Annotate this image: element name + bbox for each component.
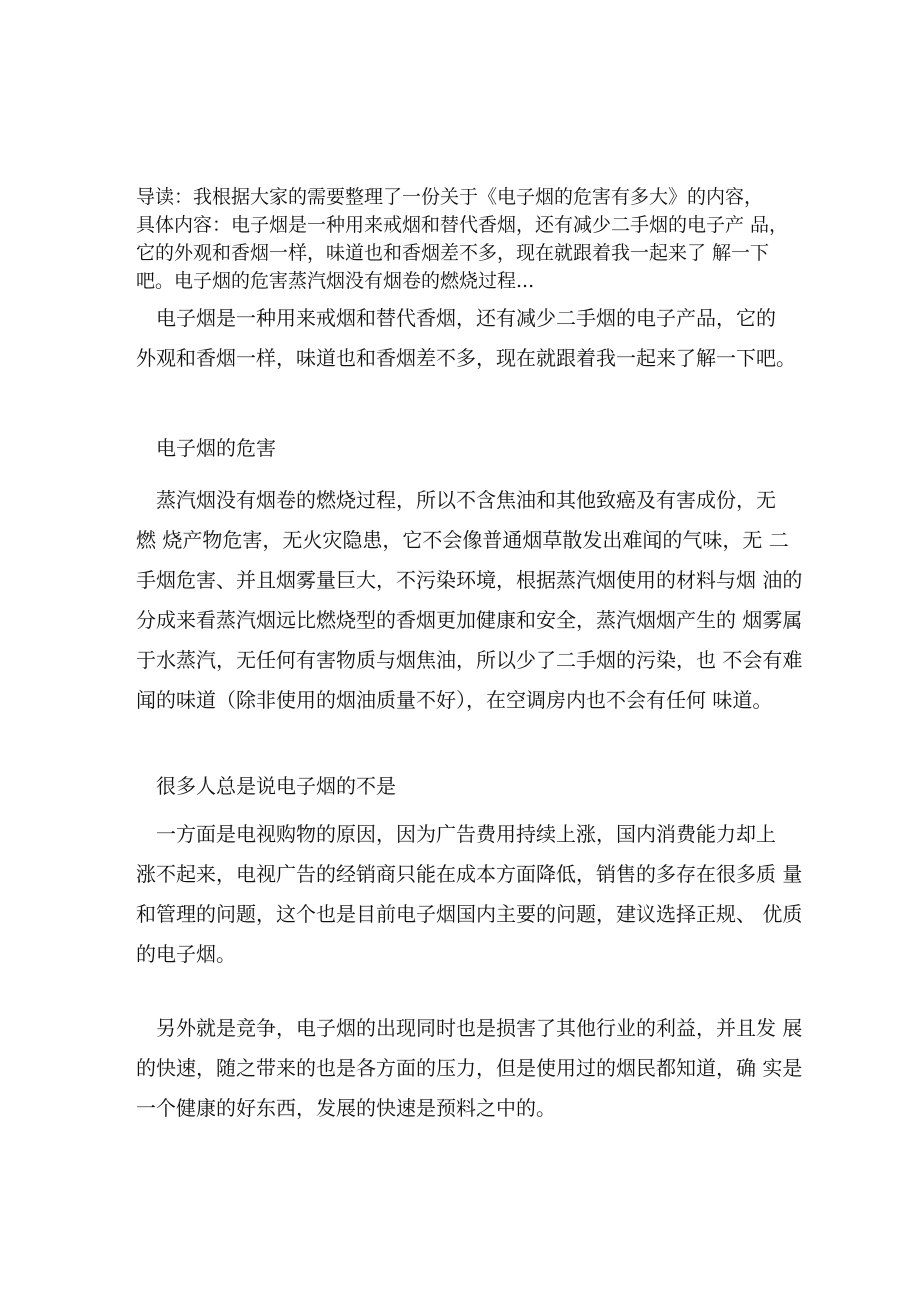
- intro-line: 导读：我根据大家的需要整理了一份关于《电子烟的危害有多大》的内容，: [136, 186, 764, 208]
- paragraph-line: 外观和香烟一样，味道也和香烟差不多，现在就跟着我一起来了解一下吧。: [136, 346, 796, 370]
- section-heading-criticism: [136, 766, 816, 806]
- paragraph-line: 的快速，随之带来的也是各方面的压力，但是使用过的烟民都知道，确 实是: [136, 1056, 803, 1080]
- paragraph-line: 一个健康的好东西，发展的快速是预料之中的。: [136, 1096, 556, 1120]
- paragraph-line: 一方面是电视购物的原因，因为广告费用持续上涨，国内消费能力却上: [136, 822, 776, 846]
- paragraph-line: 燃 烧产物危害，无火灾隐患，它不会像普通烟草散发出难闻的气味，无 二: [136, 528, 789, 552]
- paragraph-line: 于水蒸汽，无任何有害物质与烟焦油，所以少了二手烟的污染，也 不会有难: [136, 648, 803, 672]
- paragraph-line: 手烟危害、并且烟雾量巨大，不污染环境，根据蒸汽烟使用的材料与烟 油的: [136, 568, 803, 592]
- intro-line: 具体内容：电子烟是一种用来戒烟和替代香烟，还有减少二手烟的电子产 品，: [136, 214, 789, 236]
- paragraph-competition: [136, 1008, 816, 1128]
- paragraph-line: 另外就是竞争，电子烟的出现同时也是损害了其他行业的利益，并且发 展: [136, 1016, 803, 1040]
- section-heading: 很多人总是说电子烟的不是: [136, 774, 396, 798]
- paragraph-line: 闻的味道（除非使用的烟油质量不好），在空调房内也不会有任何 味道。: [136, 688, 773, 712]
- intro-summary: [136, 183, 808, 295]
- paragraph-line: 蒸汽烟没有烟卷的燃烧过程，所以不含焦油和其他致癌及有害成份，无: [136, 488, 776, 512]
- paragraph-tv-shopping: [136, 814, 816, 974]
- paragraph-intro: [136, 298, 816, 378]
- section-heading: 电子烟的危害: [136, 436, 276, 460]
- paragraph-hazards: [136, 480, 816, 720]
- intro-line: 它的外观和香烟一样，味道也和香烟差不多，现在就跟着我一起来了 解一下: [136, 242, 770, 264]
- paragraph-line: 电子烟是一种用来戒烟和替代香烟，还有减少二手烟的电子产品，它的: [136, 306, 776, 330]
- paragraph-line: 和管理的问题，这个也是目前电子烟国内主要的问题，建议选择正规、 优质: [136, 902, 803, 926]
- section-heading-hazards: [136, 428, 816, 468]
- paragraph-line: 的电子烟。: [136, 942, 236, 966]
- paragraph-line: 涨不起来，电视广告的经销商只能在成本方面降低，销售的多存在很多质 量: [136, 862, 803, 886]
- paragraph-line: 分成来看蒸汽烟远比燃烧型的香烟更加健康和安全，蒸汽烟烟产生的 烟雾属: [136, 608, 803, 632]
- intro-line: 吧。电子烟的危害蒸汽烟没有烟卷的燃烧过程...: [136, 270, 535, 292]
